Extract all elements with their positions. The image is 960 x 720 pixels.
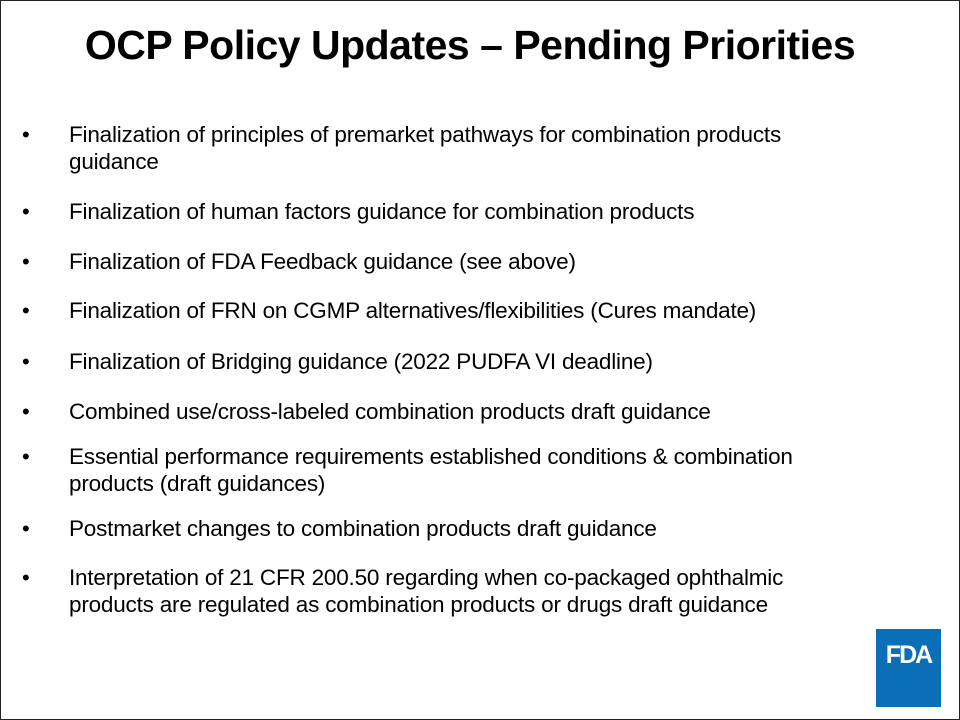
bullet: • xyxy=(22,199,30,224)
bullet: • xyxy=(22,298,30,323)
list-item-text: Combined use/cross-labeled combination products draft guidance xyxy=(69,399,711,424)
bullet: • xyxy=(22,444,30,469)
fda-logo-text: FDA xyxy=(885,641,932,669)
fda-logo xyxy=(876,629,941,707)
bullet: • xyxy=(22,399,30,424)
bullet: • xyxy=(22,516,30,541)
list-item-text: Finalization of FRN on CGMP alternatives/flexibilities (Cures mandate) xyxy=(69,298,757,323)
bullet: • xyxy=(22,565,30,590)
list-item-text: Postmarket changes to combination products draft guidance xyxy=(69,516,657,541)
bullet: • xyxy=(22,249,30,274)
list-item-text: Finalization of FDA Feedback guidance (see above) xyxy=(69,249,576,274)
list-item-text: Finalization of principles of premarket pathways for combination products guidance xyxy=(69,122,782,174)
bullet: • xyxy=(22,349,30,374)
list-item-text: Essential performance requirements established conditions & combination products (draft guidances) xyxy=(69,444,793,496)
list-item-text: Interpretation of 21 CFR 200.50 regarding when co-packaged ophthalmic products are regulated as combination products or drugs draft guidance xyxy=(69,565,784,617)
list-item-text: Finalization of Bridging guidance (2022 PUDFA VI deadline) xyxy=(69,349,653,374)
slide-title: OCP Policy Updates – Pending Priorities xyxy=(84,22,856,68)
bullet: • xyxy=(22,122,30,147)
list-item-text: Finalization of human factors guidance for combination products xyxy=(69,199,695,224)
